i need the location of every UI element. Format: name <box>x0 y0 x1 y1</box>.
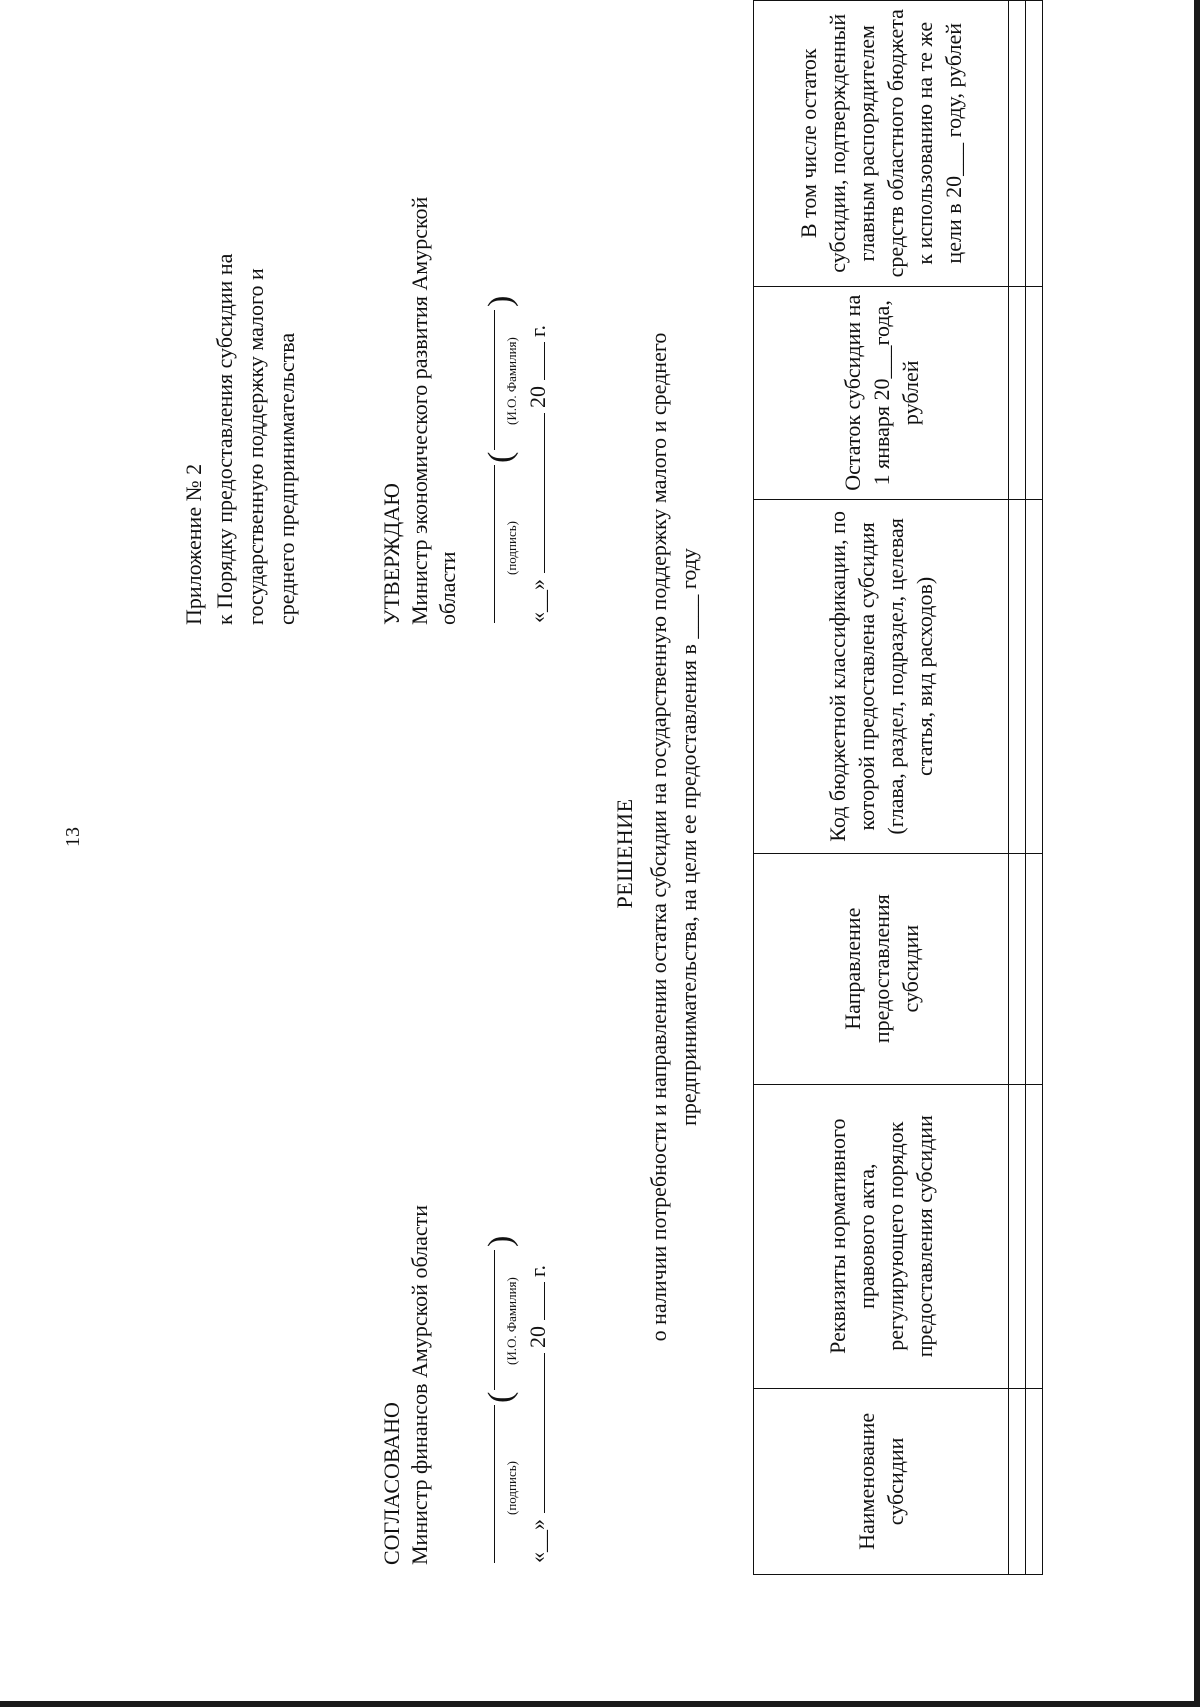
approved-position: области <box>435 551 460 625</box>
subsidy-table <box>753 0 1043 1575</box>
appendix-title: Приложение № 2 <box>181 463 206 625</box>
approved-signature-row <box>482 55 550 625</box>
table-cell <box>1009 1388 1026 1574</box>
column-header-budget-code: Код бюджетной классификации, по которой предоставлена субсидия (глава, раздел, подраздел, целевая статья, вид расходов) <box>754 500 1009 854</box>
decision-subtitle <box>644 127 704 1547</box>
signature-caption: (подпись) <box>504 1461 519 1515</box>
table-cell <box>1009 853 1026 1084</box>
table-row <box>1026 1 1043 1575</box>
column-header-direction: Направление предоставления субсидии <box>754 853 1009 1084</box>
appendix-line: среднего предпринимательства <box>274 332 299 625</box>
table-cell <box>1026 1388 1043 1574</box>
appendix-line: к Порядку предоставления субсидии на <box>212 253 237 625</box>
agreed-block <box>378 995 550 1565</box>
approved-position: Министр экономического развития Амурской <box>407 196 432 625</box>
date-day: «__» <box>525 579 550 623</box>
name-bracket-left: ( <box>482 451 519 463</box>
signature-caption: (подпись) <box>504 521 519 575</box>
approved-heading: УТВЕРЖДАЮ <box>379 483 404 625</box>
column-header-subsidy-name: Наименование субсидии <box>754 1388 1009 1574</box>
table-cell <box>1026 853 1043 1084</box>
name-line <box>494 310 495 450</box>
agreed-signature-row <box>482 995 550 1565</box>
table-cell <box>1026 500 1043 854</box>
name-line <box>494 1250 495 1390</box>
name-bracket-left: ( <box>482 1391 519 1403</box>
column-header-legal-act: Реквизиты нормативного правового акта, регулирующего порядок предоставления субсидии <box>754 1084 1009 1388</box>
decision-subtitle-line: о наличии потребности и направлении остатка субсидии на государственную поддержку малого и среднего <box>646 332 671 1342</box>
table-row <box>1009 1 1026 1575</box>
date-year-suffix: г. <box>525 1264 550 1277</box>
signature-line <box>494 465 495 623</box>
signature-line <box>494 1405 495 1563</box>
name-caption: (И.О. Фамилия) <box>504 1277 519 1365</box>
table-cell <box>1009 1084 1026 1388</box>
agreed-position: Министр финансов Амурской области <box>407 1205 432 1565</box>
name-bracket-right: ) <box>482 1235 519 1247</box>
date-year-prefix: 20 <box>525 386 550 408</box>
decision-subtitle-line: предпринимательства, на цели ее предоставления в ____ году <box>676 548 701 1126</box>
approved-block <box>378 55 550 625</box>
scan-edge <box>1194 0 1200 1707</box>
column-header-balance: Остаток субсидии на 1 января 20___года, рублей <box>754 286 1009 499</box>
table-cell <box>1009 1 1026 287</box>
table-cell <box>1026 1084 1043 1388</box>
agreed-date <box>524 1265 552 1563</box>
table-header-row <box>754 1 1009 1575</box>
table-cell <box>1009 286 1026 499</box>
approved-date <box>524 325 552 623</box>
table-cell <box>1009 500 1026 854</box>
table-cell <box>1026 286 1043 499</box>
appendix-block <box>178 65 302 625</box>
decision-title: РЕШЕНИЕ <box>612 798 637 909</box>
column-header-confirmed-balance: В том числе остаток субсидии, подтвержденный главным распорядителем средств областного бюджета к использованию на те же цели в 20___ году, рублей <box>754 1 1009 287</box>
date-year-prefix: 20 <box>525 1326 550 1348</box>
date-year-suffix: г. <box>525 324 550 337</box>
name-bracket-right: ) <box>482 295 519 307</box>
table-cell <box>1026 1 1043 287</box>
name-caption: (И.О. Фамилия) <box>504 337 519 425</box>
scan-edge <box>0 1701 1200 1707</box>
date-day: «__» <box>525 1519 550 1563</box>
page-number: 13 <box>62 827 84 847</box>
appendix-line: государственную поддержку малого и <box>243 268 268 625</box>
agreed-heading: СОГЛАСОВАНО <box>379 1402 404 1565</box>
